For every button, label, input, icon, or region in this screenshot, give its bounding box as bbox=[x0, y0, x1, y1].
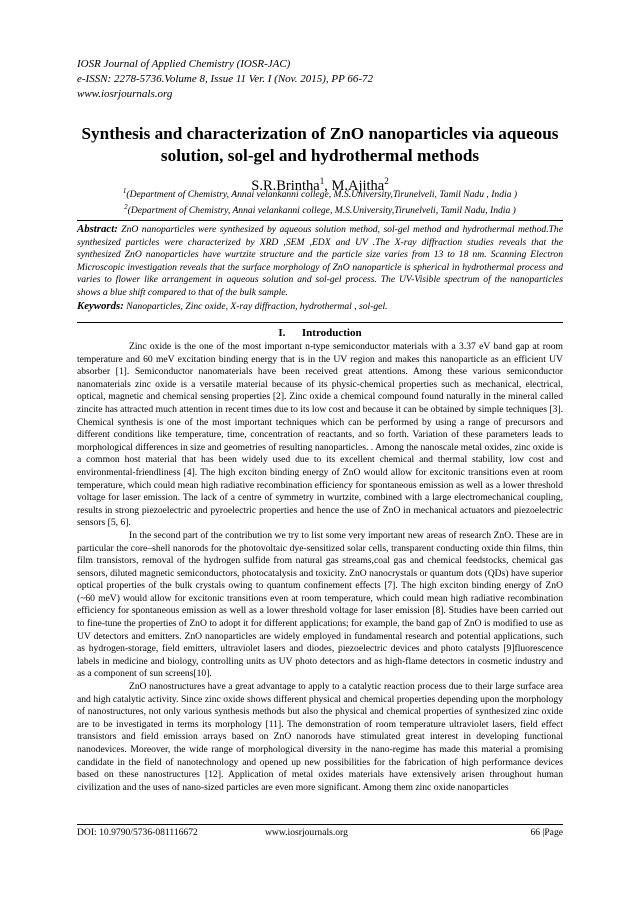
abstract-label: Abstract: bbox=[77, 223, 118, 235]
footer-doi: DOI: 10.9790/5736-081116672 bbox=[77, 827, 198, 838]
affiliation-2 bbox=[77, 201, 563, 217]
body-paragraph: ZnO nanostructures have a great advantage to apply to a catalytic reaction process due to their large surface area and high catalytic activity. Since zinc oxide shows different physical and chemical properties depending upon the morphology of nanostructures, not only various synthesis methods but also the physical and chemical properties of synthesized zinc oxide are to be investigated in terms its morphology [11]. The demonstration of room temperature ultraviolet lasers, field effect transistors and field emission arrays based on ZnO nanorods have stimulated great interest in developing functional nanodevices. Moreover, the wide range of morphological diversity in the nano-regime has made this material a promising candidate in the field of nanotechnology and opened up new possibilities for the fabrication of high performance devices based on these nanostructures [12]. Application of metal oxides materials have extensively arisen throughout human civilization and the uses of nano-sized particles are even more significant. Among them zinc oxide nanoparticles bbox=[77, 681, 563, 793]
affiliation-mark: 2 bbox=[124, 203, 128, 212]
affiliations bbox=[77, 185, 563, 217]
journal-issn: e-ISSN: 2278-5736.Volume 8, Issue 11 Ver. I (Nov. 2015), PP 66-72 bbox=[77, 73, 374, 85]
journal-name: IOSR Journal of Applied Chemistry (IOSR-JAC) bbox=[77, 58, 291, 70]
body-text bbox=[77, 341, 563, 794]
keywords-paragraph bbox=[77, 300, 563, 314]
abstract-paragraph bbox=[77, 223, 563, 300]
affiliation-text: (Department of Chemistry, Annai velankanni college, M.S.University,Tirunelveli, Tamil Nadu , India ) bbox=[126, 189, 518, 201]
abstract-text: ZnO nanoparticles were synthesized by aqueous solution method, sol-gel method and hydrothermal method.The synthesized particles were characterized by XRD ,SEM ,EDX and UV .The X-ray diffraction studies reveals that the synthesized ZnO nanoparticles have wurtzite structure and the particle size varies from 13 to 18 nm. Scanning Electron Microscopic investigation reveals that the surface morphology of ZnO nanoparticle is spherical in hydrothermal process and varies to flower like arrangement in aqueous solution and sol-gel process. The UV-Visible spectrum of the nanoparticles shows a blue shift compared to that of the bulk sample. bbox=[77, 224, 563, 298]
footer-rule bbox=[77, 824, 563, 825]
body-paragraph: In the second part of the contribution we try to list some very important new areas of research ZnO. These are in particular the core–shell nanorods for the photovoltaic dye-sensitized solar cells, transparent conducting oxide thin films, thin film transistors, removal of the hydrogen sulfide from natural gas streams,coal gas and chemical feedstocks, chemical gas sensors, diluted magnetic semiconductors, photocatalysis and toxicity. ZnO nanocrystals or quantum dots (QDs) have superior optical properties of the bulk crystals owing to quantum confinement effects [7]. The high exciton binding energy of ZnO (~60 meV) would allow for excitonic transitions even at room temperature, which could mean high radiative recombination efficiency for spontaneous emission as well as a lower threshold voltage for laser emission [8]. Studies have been carried out to fine-tune the properties of ZnO to adopt it for different applications; for example, the band gap of ZnO is modified to use as UV detectors and emitters. ZnO nanoparticles are widely employed in fundamental research and potential applications, such as hydrogen-storage, field emitters, ultraviolet lasers and diodes, piezoelectric devices and photo catalysts [9]fluorescence labels in medicine and biology, controlling units as UV photo detectors and as high-flame detectors in cosmetic industry and as a component of sun screens[10]. bbox=[77, 529, 563, 680]
author-affil-mark: 2 bbox=[384, 176, 389, 186]
keywords-label: Keywords: bbox=[77, 299, 124, 312]
footer-page-number: 66 |Page bbox=[530, 827, 563, 838]
journal-website: www.iosrjournals.org bbox=[77, 88, 173, 100]
paper-title: Synthesis and characterization of ZnO nanoparticles via aqueous solution, sol-gel and hydrothermal methods bbox=[81, 124, 559, 165]
affiliation-1 bbox=[77, 185, 563, 201]
affiliation-text: (Department of Chemistry, Annai velankanni college, M.S.University,Tirunelveli, Tamil Nadu, India ) bbox=[127, 205, 516, 217]
abstract-bottom-rule bbox=[77, 322, 563, 323]
author-separator: , bbox=[324, 177, 332, 194]
body-paragraph: Zinc oxide is the one of the most important n-type semiconductor materials with a 3.37 eV band gap at room temperature and 60 meV excitation binding energy that is in the UV region and makes this nanoparticle as an efficient UV absorber [1]. Semiconductor nanomaterials have been received great attentions. Among these various semiconductor nanomaterials zinc oxide is a versatile material because of its physic-chemical properties such as mechanical, electrical, optical, magnetic and chemical sensing properties [2]. Zinc oxide a chemical compound found naturally in the mineral called zincite has attracted much attention in recent times due to its low cost and because it can be obtained by simple techniques [3]. Chemical synthesis is one of the most important techniques which can be performed by using a range of precursors and different conditions like temperature, time, concentration of reactants, and so forth. Variation of these parameters leads to morphological differences in size and geometries of resulting nanoparticles. . Among the nanoscale metal oxides, zinc oxide is a common host material that has been widely used due to its excellent chemical and thermal stability, low cost and environmental-friendliness [4]. The high exciton binding energy of ZnO would allow for excitonic transitions even at room temperature, which could mean high radiative recombination efficiency for spontaneous emission as well as a lower threshold voltage for laser emission. The lack of a centre of symmetry in wurtzite, combined with a large electromechanical coupling, results in strong piezoelectric and pyroelectric properties and hence the use of ZnO in mechanical actuators and piezoelectric sensors [5, 6]. bbox=[77, 341, 563, 529]
affiliation-mark: 1 bbox=[122, 187, 127, 195]
journal-header bbox=[77, 57, 373, 102]
section-heading: I. Introduction bbox=[278, 327, 362, 339]
footer-website: www.iosrjournals.org bbox=[265, 827, 348, 838]
author-name: M.Ajitha bbox=[331, 177, 385, 194]
abstract-top-rule bbox=[77, 220, 563, 221]
author-affil-mark: 1 bbox=[319, 176, 325, 186]
keywords-text: Nanoparticles, Zinc oxide, X-ray diffraction, hydrothermal , sol-gel. bbox=[123, 300, 388, 312]
abstract-block bbox=[77, 223, 563, 313]
author-name: S.R.Brintha bbox=[251, 177, 320, 194]
